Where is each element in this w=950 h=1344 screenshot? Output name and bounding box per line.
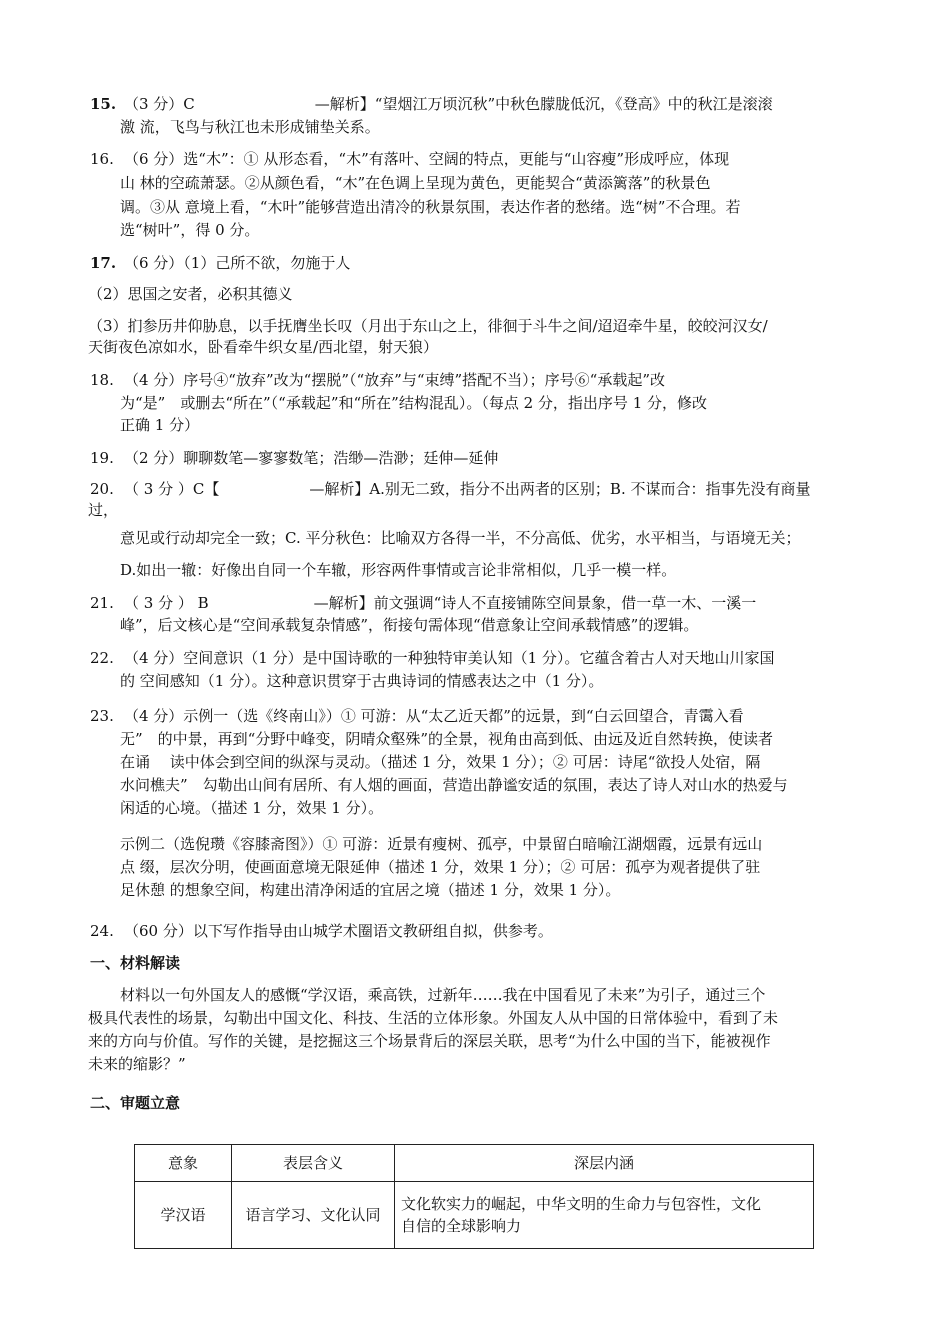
q18-line3: 正确 1 分） <box>120 416 200 434</box>
q22-line2: 的 空间感知（1 分）。这种意识贯穿于古典诗词的情感表达之中（1 分）。 <box>120 672 604 690</box>
q16-line4: 选“树叶”，得 0 分。 <box>120 221 260 239</box>
q23-line2: 无” 的中景，再到“分野中峰变，阴晴众壑殊”的全景，视角由高到低、由远及近自然转换，使读者 <box>120 730 774 748</box>
table-header-deep: 深层内涵 <box>395 1145 814 1182</box>
q24-line1: （60 分）以下写作指导由山城学术圈语文教研组自拟，供参考。 <box>124 922 553 940</box>
q17-line3: （3）扪参历井仰胁息，以手抚膺坐长叹（月出于东山之上，徘徊于斗牛之间/迢迢牵牛星，皎皎河汉女/ <box>88 317 768 335</box>
table-cell-deep-line1: 文化软实力的崛起，中华文明的生命力与包容性，文化 <box>401 1195 762 1213</box>
q19-number: 19. <box>90 449 114 467</box>
table-cell-deep <box>395 1182 814 1249</box>
table-cell-deep-line2: 自信的全球影响力 <box>401 1217 522 1235</box>
q20-line1: （ 3 分 ）C【 —解析】A.别无二致，指分不出两者的区别；B. 不谋而合：指事先没有商量 <box>124 480 811 498</box>
material-paragraph-line1: 材料以一句外国友人的感慨“学汉语，乘高铁，过新年……我在中国看见了未来”为引子，通过三个 <box>120 986 766 1004</box>
q15-line2: 激 流，飞鸟与秋江也未形成铺垫关系。 <box>120 118 380 136</box>
q23-number: 23. <box>90 707 114 725</box>
q23-line4: 水问樵夫” 勾勒出山间有居所、有人烟的画面，营造出静谧安适的氛围，表达了诗人对山水的热爱与 <box>120 776 788 794</box>
q21-number: 21. <box>90 594 114 612</box>
q16-number: 16. <box>90 150 114 168</box>
q23-line8: 足休憩 的想象空间，构建出清净闲适的宜居之境（描述 1 分，效果 1 分）。 <box>120 881 621 899</box>
q16-line2: 山 林的空疏萧瑟。②从颜色看，“木”在色调上呈现为黄色，更能契合“黄添篱落”的秋景色 <box>120 174 711 192</box>
q23-line5: 闲适的心境。（描述 1 分，效果 1 分）。 <box>120 799 384 817</box>
section-heading-theme: 二、审题立意 <box>90 1094 181 1112</box>
q15-number: 15. <box>90 95 117 113</box>
table-header-image: 意象 <box>135 1145 232 1182</box>
q21-line1: （ 3 分 ） B —解析】前文强调“诗人不直接铺陈空间景象，借一草一木、一溪一 <box>124 594 757 612</box>
q22-number: 22. <box>90 649 114 667</box>
imagery-table <box>134 1144 814 1249</box>
material-paragraph-line4: 未来的缩影？” <box>88 1055 186 1073</box>
q20-line3: 意见或行动却完全一致；C. 平分秋色：比喻双方各得一半，不分高低、优劣，水平相当，与语境无关； <box>120 529 801 547</box>
section-heading-material: 一、材料解读 <box>90 954 181 972</box>
q20-line2: 过， <box>88 501 119 519</box>
q19-line1: （2 分）聊聊数笔—寥寥数笔；浩缈—浩渺；廷伸—延伸 <box>124 449 499 467</box>
q24-number: 24. <box>90 922 114 940</box>
material-paragraph-line2: 极具代表性的场景，勾勒出中国文化、科技、生活的立体形象。外国友人从中国的日常体验中，看到了未 <box>88 1009 779 1027</box>
q20-line4: D.如出一辙：好像出自同一个车辙，形容两件事情或言论非常相似，几乎一模一样。 <box>120 561 677 579</box>
q20-number: 20. <box>90 480 114 498</box>
q18-line1: （4 分）序号④“放弃”改为“摆脱”（“放弃”与“束缚”搭配不当）；序号⑥“承载起”改 <box>124 371 665 389</box>
q16-line1: （6 分）选“木”：① 从形态看，“木”有落叶、空阔的特点，更能与“山容瘦”形成呼应，体现 <box>124 150 730 168</box>
q23-line1: （4 分）示例一（选《终南山》）① 可游：从“太乙近天都”的远景，到“白云回望合，青霭入看 <box>124 707 744 725</box>
q23-line6: 示例二（选倪瓒《容膝斋图》）① 可游：近景有瘦树、孤亭，中景留白暗喻江湖烟霞，远景有远山 <box>120 835 763 853</box>
q17-line2: （2）思国之安者，必积其德义 <box>88 285 293 303</box>
material-paragraph-line3: 来的方向与价值。写作的关键，是挖掘这三个场景背后的深层关联，思考“为什么中国的当下，能被视作 <box>88 1032 771 1050</box>
q16-line3: 调。③从 意境上看，“木叶”能够营造出清冷的秋景氛围，表达作者的愁绪。选“树”不合理。若 <box>120 198 741 216</box>
q22-line1: （4 分）空间意识（1 分）是中国诗歌的一种独特审美认知（1 分）。它蕴含着古人对天地山川家国 <box>124 649 775 667</box>
q17-line4: 天街夜色凉如水，卧看牵牛织女星/西北望，射天狼） <box>88 338 439 356</box>
table-cell-image: 学汉语 <box>135 1182 232 1249</box>
q18-line2: 为“是” 或删去“所在”（“承载起”和“所在”结构混乱）。（每点 2 分，指出序号 1 分，修改 <box>120 394 708 412</box>
table-header-row <box>135 1145 814 1182</box>
table-header-surface: 表层含义 <box>232 1145 395 1182</box>
table-row <box>135 1182 814 1249</box>
q21-line2: 峰”，后文核心是“空间承载复杂情感”，衔接句需体现“借意象让空间承载情感”的逻辑。 <box>120 616 699 634</box>
q18-number: 18. <box>90 371 114 389</box>
q23-line3: 在诵 读中体会到空间的纵深与灵动。（描述 1 分，效果 1 分）；② 可居：诗尾“欲投人处宿，隔 <box>120 753 761 771</box>
q17-number: 17. <box>90 254 117 272</box>
q23-line7: 点 缀，层次分明，使画面意境无限延伸（描述 1 分，效果 1 分）；② 可居：孤亭为观者提供了驻 <box>120 858 761 876</box>
table-cell-surface: 语言学习、文化认同 <box>232 1182 395 1249</box>
q15-line1: （3 分）C —解析】“望烟江万顷沉秋”中秋色朦胧低沉，《登高》中的秋江是滚滚 <box>124 95 773 113</box>
q17-line1: （6 分）（1）己所不欲，勿施于人 <box>124 254 351 272</box>
